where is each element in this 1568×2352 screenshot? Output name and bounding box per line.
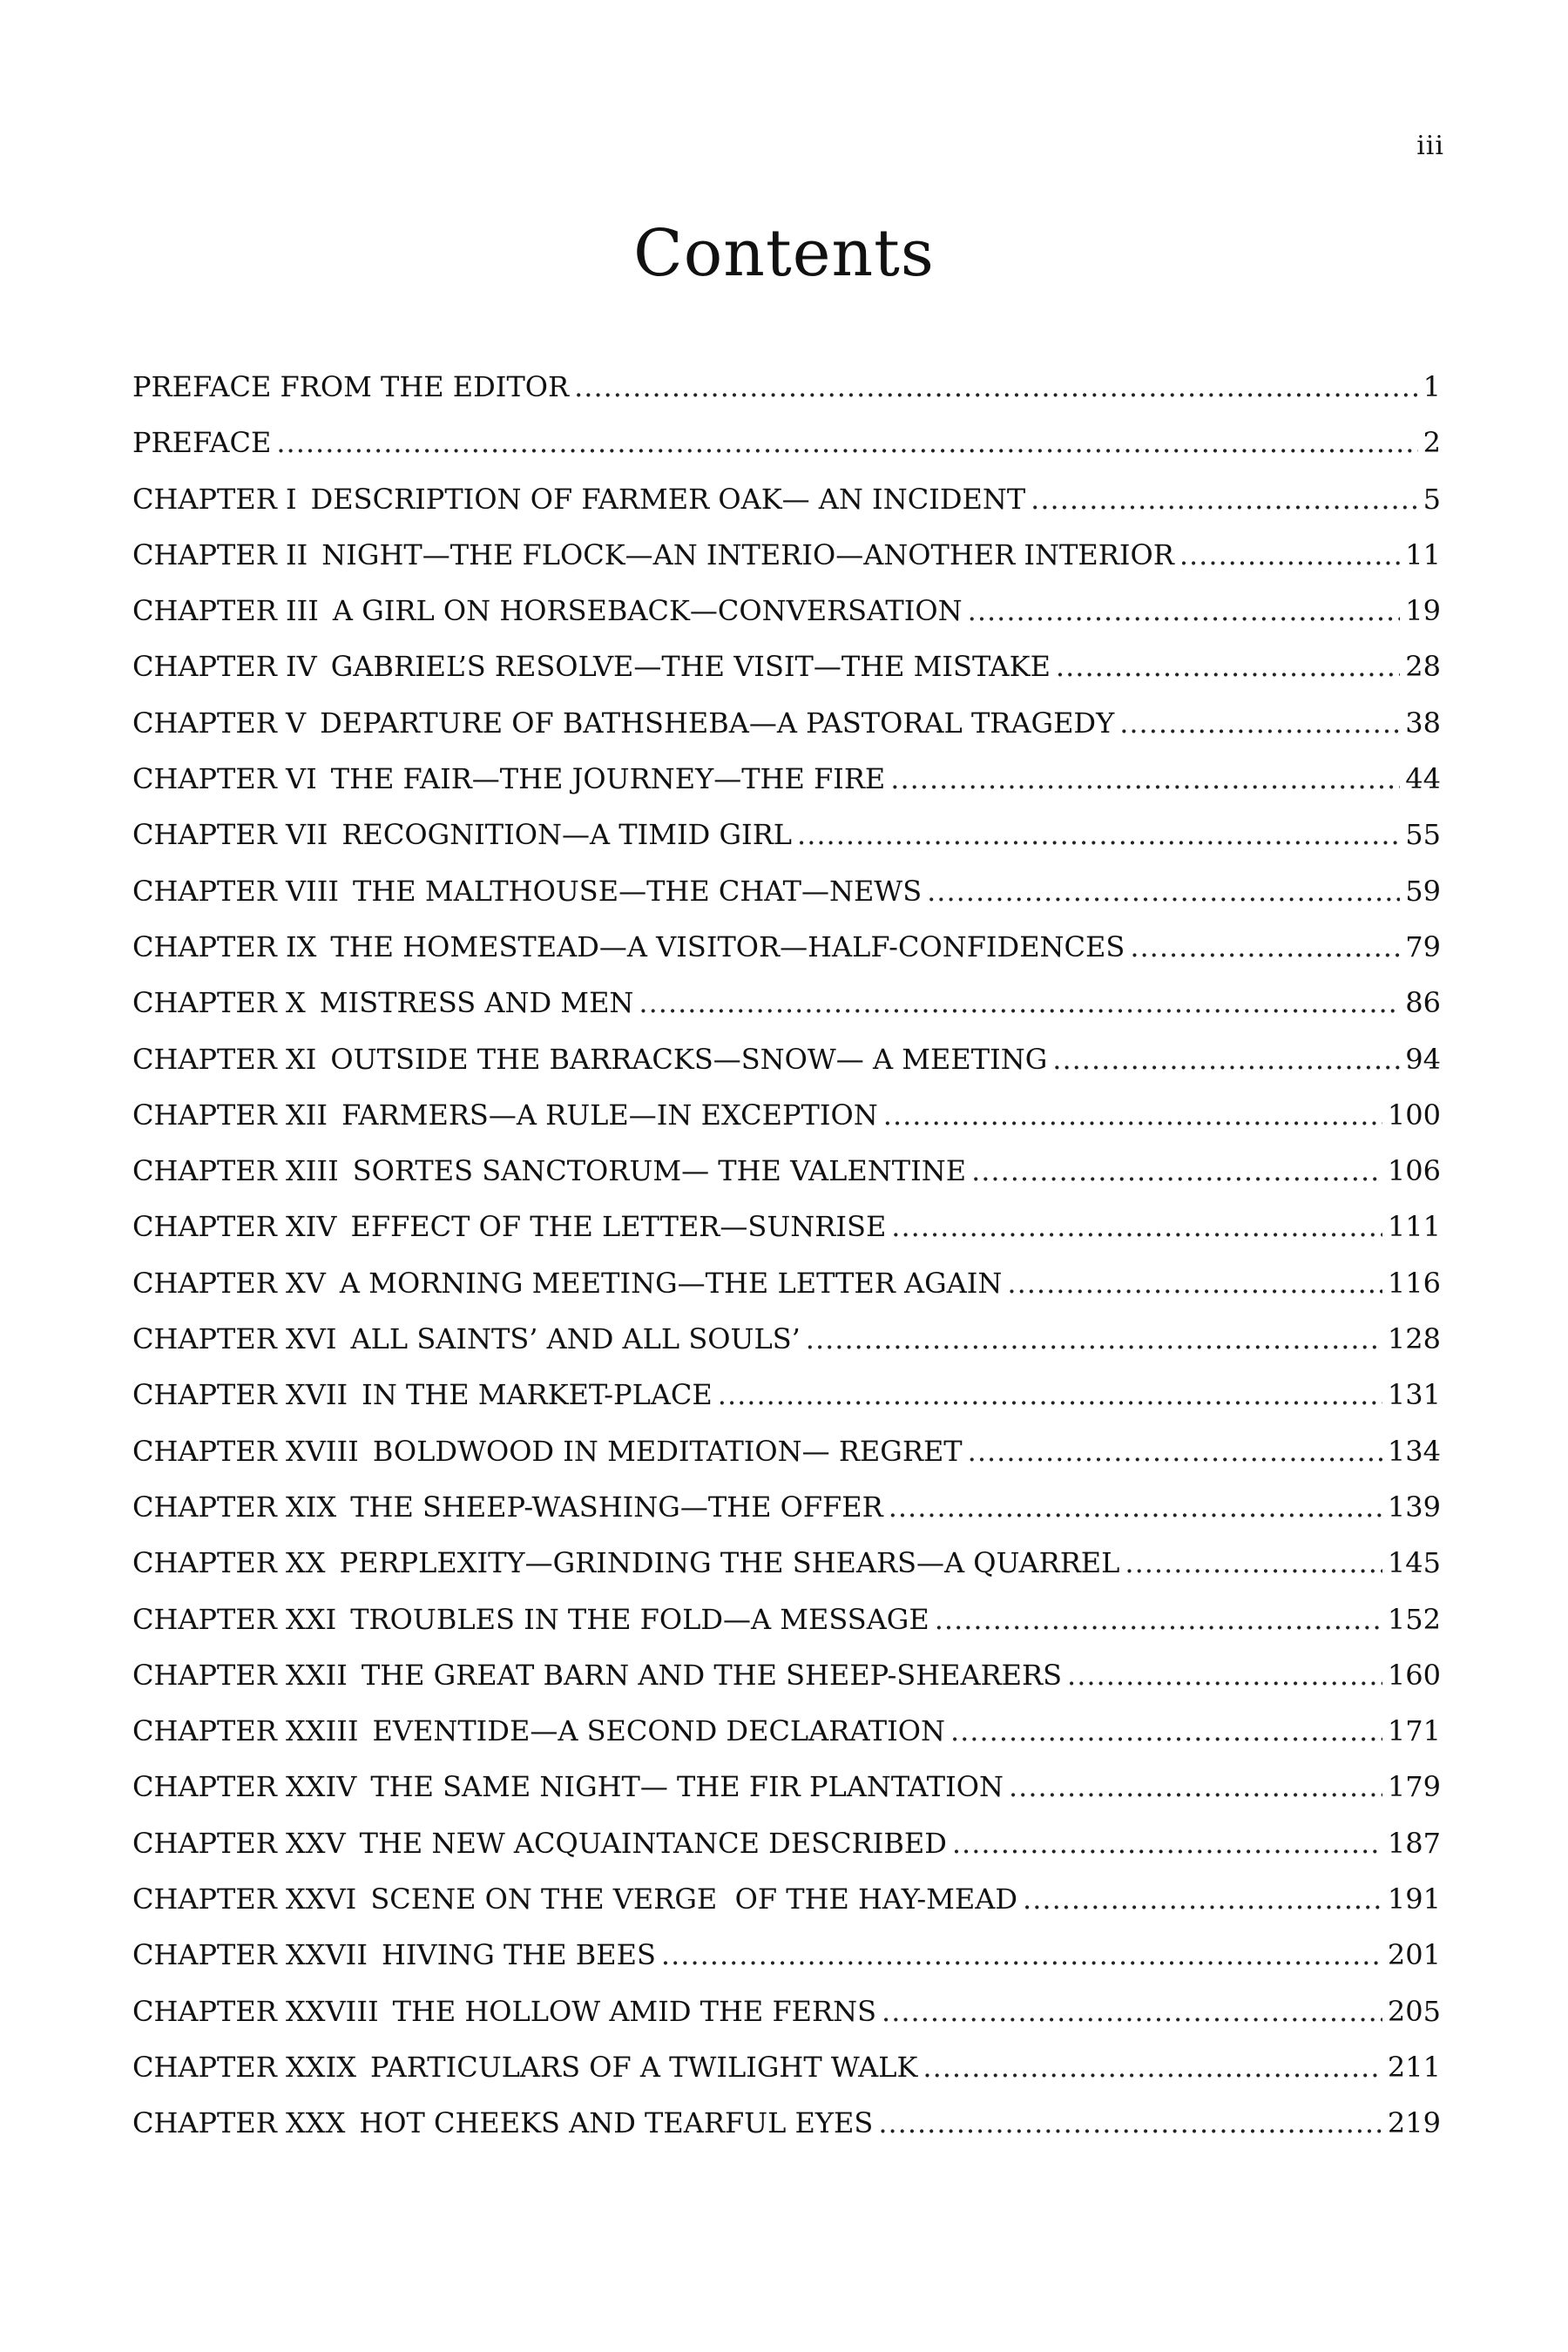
- dot-leader: [890, 762, 1400, 795]
- toc-entry-page-number: 55: [1405, 818, 1441, 852]
- dot-leader: [1052, 1043, 1400, 1076]
- toc-entry-page-number: 145: [1387, 1546, 1441, 1580]
- toc-entry-label: CHAPTER XX: [132, 1546, 326, 1580]
- toc-entry: [132, 1938, 1441, 1994]
- toc-entry-page-number: 100: [1387, 1098, 1441, 1132]
- toc-entry-page-number: 205: [1387, 1994, 1441, 2028]
- toc-entry-label: CHAPTER XI: [132, 1042, 317, 1076]
- toc-entry-heading: [132, 1827, 947, 1860]
- toc-entry-title: THE FAIR—THE JOURNEY—THE FIRE: [330, 762, 886, 796]
- toc-entry: [132, 370, 1441, 426]
- dot-leader: [639, 986, 1400, 1019]
- toc-entry-title: DESCRIPTION OF FARMER OAK— AN INCIDENT: [310, 482, 1026, 516]
- toc-entry-title: A MORNING MEETING—THE LETTER AGAIN: [339, 1266, 1003, 1300]
- toc-entry: [132, 1043, 1441, 1098]
- toc-entry-title: A GIRL ON HORSEBACK—CONVERSATION: [332, 594, 963, 628]
- toc-entry: [132, 1098, 1441, 1154]
- toc-entry-label: CHAPTER XXVI: [132, 1882, 357, 1916]
- dot-leader: [927, 875, 1400, 908]
- toc-entry-heading: [132, 538, 1174, 571]
- toc-entry-heading: [132, 818, 792, 851]
- toc-entry-heading: [132, 1603, 929, 1636]
- toc-entry: [132, 1154, 1441, 1210]
- toc-entry-heading: [132, 930, 1125, 963]
- toc-entry-page-number: 2: [1423, 426, 1441, 460]
- toc-entry: [132, 2051, 1441, 2106]
- toc-entry-heading: [132, 986, 633, 1019]
- toc-entry-page-number: 160: [1387, 1658, 1441, 1692]
- toc-entry-page-number: 44: [1405, 762, 1441, 796]
- toc-entry-heading: [132, 1378, 713, 1411]
- toc-entry-label: CHAPTER X: [132, 986, 306, 1020]
- toc-entry-label: CHAPTER XXV: [132, 1826, 346, 1860]
- toc-entry-heading: [132, 1882, 1017, 1916]
- toc-entry-label: CHAPTER XIX: [132, 1490, 337, 1524]
- toc-entry-page-number: 134: [1387, 1434, 1441, 1468]
- toc-entry-label: CHAPTER VII: [132, 818, 328, 852]
- toc-entry-title: THE HOLLOW AMID THE FERNS: [392, 1994, 877, 2028]
- toc-entry-label: CHAPTER VI: [132, 762, 317, 796]
- toc-entry-title: TROUBLES IN THE FOLD—A MESSAGE: [350, 1602, 929, 1636]
- toc-entry-heading: [132, 706, 1114, 740]
- toc-entry-page-number: 211: [1387, 2050, 1441, 2084]
- toc-entry-page-number: 179: [1387, 1770, 1441, 1804]
- toc-entry-title: THE GREAT BARN AND THE SHEEP-SHEARERS: [361, 1658, 1063, 1692]
- toc-entry: [132, 426, 1441, 482]
- toc-entry-label: CHAPTER XXIV: [132, 1770, 357, 1804]
- dot-leader: [806, 1322, 1382, 1355]
- toc-entry-heading: [132, 2051, 917, 2084]
- toc-entry-label: CHAPTER XII: [132, 1098, 328, 1132]
- toc-entry-heading: [132, 1322, 801, 1355]
- toc-entry-page-number: 28: [1405, 650, 1441, 684]
- toc-entry-title: GABRIEL’S RESOLVE—THE VISIT—THE MISTAKE: [330, 650, 1051, 684]
- page-title: Contents: [633, 216, 935, 291]
- toc-entry-label: CHAPTER XXIX: [132, 2050, 356, 2084]
- toc-entry-heading: [132, 650, 1051, 683]
- toc-entry-title: THE NEW ACQUAINTANCE DESCRIBED: [359, 1826, 947, 1860]
- toc-entry-title: THE MALTHOUSE—THE CHAT—NEWS: [353, 874, 923, 908]
- toc-entry: [132, 1546, 1441, 1602]
- toc-entry-label: CHAPTER XXVII: [132, 1938, 368, 1972]
- toc-entry-page-number: 19: [1405, 594, 1441, 628]
- toc-entry-heading: [132, 370, 569, 403]
- dot-leader: [1056, 650, 1400, 683]
- toc-entry-title: OUTSIDE THE BARRACKS—SNOW— A MEETING: [330, 1042, 1048, 1076]
- toc-entry-heading: [132, 1435, 963, 1468]
- toc-entry-label: CHAPTER V: [132, 706, 307, 740]
- toc-entry-title: EFFECT OF THE LETTER—SUNRISE: [350, 1210, 887, 1244]
- toc-entry-title: THE SAME NIGHT— THE FIR PLANTATION: [370, 1770, 1004, 1804]
- toc-entry-label: CHAPTER VIII: [132, 874, 340, 908]
- toc-entry-title: EVENTIDE—A SECOND DECLARATION: [372, 1714, 945, 1748]
- toc-entry-label: CHAPTER XXX: [132, 2106, 346, 2140]
- dot-leader: [1007, 1267, 1382, 1300]
- toc-entry-title: SORTES SANCTORUM— THE VALENTINE: [352, 1154, 967, 1188]
- toc-entry-label: CHAPTER XXI: [132, 1602, 337, 1636]
- toc-entry-title: THE SHEEP-WASHING—THE OFFER: [350, 1490, 883, 1524]
- dot-leader: [574, 370, 1418, 403]
- toc-entry-heading: [132, 1770, 1004, 1803]
- toc-entry-page-number: 131: [1387, 1378, 1441, 1412]
- toc-entry: [132, 1827, 1441, 1882]
- dot-leader: [1125, 1546, 1382, 1579]
- dot-leader: [1130, 930, 1400, 963]
- dot-leader: [1067, 1659, 1382, 1692]
- toc-entry-label: CHAPTER XVIII: [132, 1434, 359, 1468]
- toc-entry-heading: [132, 1043, 1047, 1076]
- toc-entry-title: FARMERS—A RULE—IN EXCEPTION: [341, 1098, 878, 1132]
- toc-entry-label: CHAPTER IX: [132, 929, 317, 963]
- toc-entry-label: CHAPTER XVI: [132, 1322, 337, 1356]
- toc-entry-title: THE HOMESTEAD—A VISITOR—HALF-CONFIDENCES: [330, 929, 1125, 963]
- toc-entry-label: CHAPTER XXIII: [132, 1714, 359, 1748]
- toc-entry-page-number: 79: [1405, 929, 1441, 963]
- toc-entry-label: CHAPTER XV: [132, 1266, 326, 1300]
- toc-entry: [132, 706, 1441, 762]
- toc-entry-page-number: 106: [1387, 1154, 1441, 1188]
- toc-entry-title: ALL SAINTS’ AND ALL SOULS’: [350, 1322, 801, 1356]
- toc-entry-page-number: 187: [1387, 1826, 1441, 1860]
- toc-entry-heading: [132, 1098, 878, 1132]
- dot-leader: [1031, 483, 1417, 516]
- toc-entry-heading: [132, 1995, 876, 2028]
- toc-entry-label: CHAPTER II: [132, 537, 308, 571]
- toc-entry-label: CHAPTER XIV: [132, 1210, 337, 1244]
- toc-entry-title: PERPLEXITY—GRINDING THE SHEARS—A QUARREL: [339, 1546, 1120, 1580]
- toc-entry-page-number: 11: [1405, 537, 1441, 571]
- toc-entry-heading: [132, 1210, 886, 1243]
- toc-entry-page-number: 219: [1387, 2106, 1441, 2140]
- dot-leader: [1009, 1770, 1382, 1803]
- toc-entry: [132, 1770, 1441, 1826]
- toc-entry-label: CHAPTER IV: [132, 650, 317, 684]
- toc-entry: [132, 986, 1441, 1042]
- toc-entry: [132, 538, 1441, 594]
- toc-entry: [132, 818, 1441, 874]
- dot-leader: [797, 818, 1400, 851]
- toc-entry-title: BOLDWOOD IN MEDITATION— REGRET: [372, 1434, 963, 1468]
- toc-entry: [132, 650, 1441, 706]
- dot-leader: [1119, 706, 1400, 740]
- toc-entry: [132, 875, 1441, 930]
- toc-entry-page-number: 1: [1423, 370, 1441, 403]
- toc-entry-page-number: 139: [1387, 1490, 1441, 1524]
- toc-entry: [132, 1322, 1441, 1378]
- toc-entry-page-number: 116: [1387, 1266, 1441, 1300]
- toc-entry-heading: [132, 1154, 966, 1187]
- dot-leader: [971, 1154, 1382, 1187]
- toc-entry-page-number: 86: [1405, 986, 1441, 1020]
- toc-entry-page-number: 128: [1387, 1322, 1441, 1356]
- dot-leader: [1179, 538, 1400, 571]
- toc-entry: [132, 930, 1441, 986]
- toc-entry: [132, 1435, 1441, 1490]
- dot-leader: [882, 1995, 1382, 2028]
- toc-entry-label: CHAPTER III: [132, 594, 319, 628]
- toc-entry-title: RECOGNITION—A TIMID GIRL: [341, 818, 793, 852]
- toc-entry-page-number: 5: [1423, 482, 1441, 516]
- dot-leader: [950, 1714, 1382, 1747]
- dot-leader: [276, 426, 1417, 459]
- toc-entry: [132, 2106, 1441, 2162]
- toc-entry-label: CHAPTER I: [132, 482, 297, 516]
- toc-entry-title: SCENE ON THE VERGE OF THE HAY-MEAD: [370, 1882, 1018, 1916]
- dot-leader: [952, 1827, 1382, 1860]
- toc-entry-title: IN THE MARKET-PLACE: [362, 1378, 713, 1412]
- toc-entry: [132, 1714, 1441, 1770]
- dot-leader: [968, 594, 1401, 627]
- toc-entry-heading: [132, 1938, 656, 1971]
- dot-leader: [968, 1435, 1382, 1468]
- dot-leader: [1023, 1882, 1382, 1916]
- toc-entry: [132, 1882, 1441, 1938]
- toc-entry: [132, 1210, 1441, 1266]
- dot-leader: [883, 1098, 1382, 1132]
- toc-entry-heading: [132, 1659, 1062, 1692]
- toc-entry-label: CHAPTER XIII: [132, 1154, 339, 1188]
- toc-entry: [132, 1490, 1441, 1546]
- toc-entry-page-number: 38: [1405, 706, 1441, 740]
- toc-entry: [132, 594, 1441, 650]
- toc-entry-page-number: 191: [1387, 1882, 1441, 1916]
- toc-entry-heading: [132, 483, 1025, 516]
- dot-leader: [891, 1210, 1382, 1243]
- toc-entry-label: PREFACE: [132, 426, 272, 460]
- toc-entry-heading: [132, 2106, 873, 2139]
- toc-entry-page-number: 201: [1387, 1938, 1441, 1972]
- toc-entry: [132, 1267, 1441, 1322]
- dot-leader: [661, 1938, 1382, 1971]
- toc-entry-label: CHAPTER XVII: [132, 1378, 348, 1412]
- toc-entry-label: CHAPTER XXVIII: [132, 1994, 379, 2028]
- dot-leader: [718, 1378, 1382, 1411]
- toc-entry-label: CHAPTER XXII: [132, 1658, 348, 1692]
- toc-entry-heading: [132, 426, 271, 459]
- page-number: iii: [1416, 131, 1444, 161]
- toc-entry-heading: [132, 1546, 1119, 1579]
- toc-entry-heading: [132, 594, 963, 627]
- dot-leader: [878, 2106, 1382, 2139]
- toc-entry: [132, 762, 1441, 818]
- toc-entry-page-number: 94: [1405, 1042, 1441, 1076]
- toc-entry-title: HIVING THE BEES: [381, 1938, 656, 1972]
- toc-entry-page-number: 152: [1387, 1602, 1441, 1636]
- toc-entry-page-number: 171: [1387, 1714, 1441, 1748]
- toc-entry: [132, 1378, 1441, 1434]
- dot-leader: [923, 2051, 1382, 2084]
- dot-leader: [889, 1490, 1382, 1524]
- toc-entry-title: MISTRESS AND MEN: [319, 986, 634, 1020]
- toc-entry: [132, 483, 1441, 538]
- toc-entry: [132, 1659, 1441, 1714]
- toc-entry: [132, 1995, 1441, 2051]
- toc-entry-title: DEPARTURE OF BATHSHEBA—A PASTORAL TRAGEDY: [320, 706, 1115, 740]
- toc-entry-heading: [132, 1714, 945, 1747]
- toc-entry-heading: [132, 1490, 883, 1524]
- toc-entry: [132, 1603, 1441, 1659]
- toc-entry-page-number: 111: [1387, 1210, 1441, 1244]
- toc-entry-page-number: 59: [1405, 874, 1441, 908]
- toc-entry-title: NIGHT—THE FLOCK—AN INTERIO—ANOTHER INTERIOR: [321, 537, 1174, 571]
- toc-entry-heading: [132, 762, 885, 795]
- toc-entry-title: PARTICULARS OF A TWILIGHT WALK: [369, 2050, 918, 2084]
- dot-leader: [935, 1603, 1382, 1636]
- table-of-contents: [132, 370, 1441, 2163]
- toc-entry-heading: [132, 875, 922, 908]
- toc-entry-title: HOT CHEEKS AND TEARFUL EYES: [359, 2106, 874, 2140]
- toc-entry-label: PREFACE FROM THE EDITOR: [132, 370, 570, 403]
- toc-entry-heading: [132, 1267, 1002, 1300]
